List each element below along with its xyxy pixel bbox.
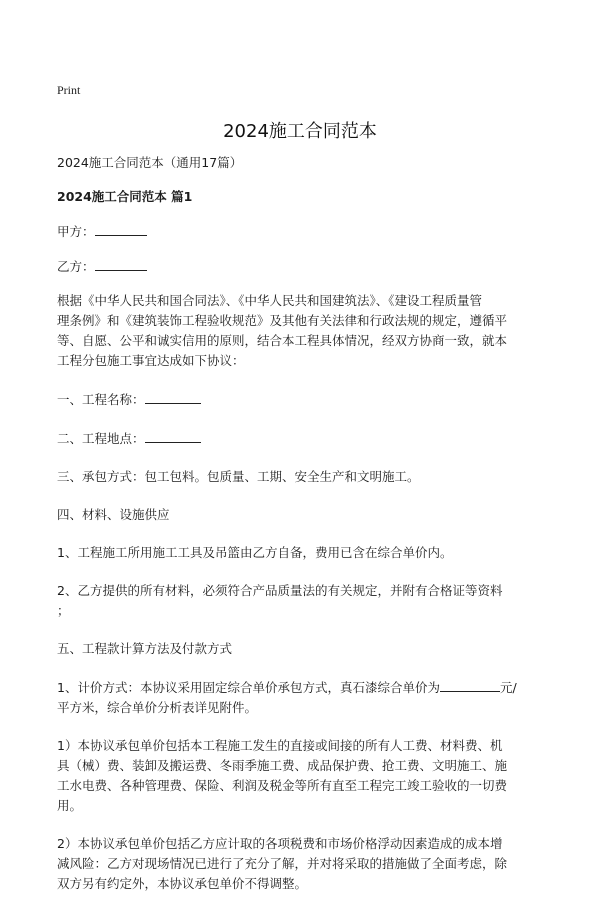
party-a-label: 甲方： — [57, 224, 95, 239]
pricing-line — [57, 677, 557, 698]
clause-line: 2）本协议承包单价包括乙方应计取的各项税费和市场价格浮动因素造成的成本增 — [57, 836, 503, 851]
party-a-blank — [95, 221, 147, 236]
materials-heading: 四、材料、设施供应 — [57, 507, 170, 522]
section-heading: 2024施工合同范本 篇1 — [57, 189, 193, 204]
document-subtitle: 2024施工合同范本（通用17篇） — [57, 155, 243, 170]
materials-clause-2 — [57, 581, 557, 621]
clause-line: 双方另有约定外，本协议承包单价不得调整。 — [57, 876, 308, 891]
pricing-subclause-2 — [57, 834, 557, 894]
pricing-line: 平方米，综合单价分析表详见附件。 — [57, 700, 258, 715]
clause-line: 1）本协议承包单价包括本工程施工发生的直接或间接的所有人工费、材料费、机 — [57, 738, 503, 753]
document-body — [57, 153, 557, 894]
materials-clause-1: 1、工程施工所用施工工具及吊篮由乙方自备，费用已含在综合单价内。 — [57, 545, 453, 560]
party-a-line — [57, 221, 557, 242]
project-name-line — [57, 389, 557, 410]
intro-paragraph — [57, 291, 557, 371]
contract-method: 三、承包方式：包工包料。包质量、工期、安全生产和文明施工。 — [57, 469, 420, 484]
project-location-blank — [145, 428, 201, 443]
print-label: Print — [57, 83, 81, 97]
clause-line: 用。 — [57, 798, 83, 813]
project-name-blank — [145, 389, 201, 404]
clause-line: 减风险：乙方对现场情况已进行了充分了解，并对将采取的措施做了全面考虑，除 — [57, 856, 508, 871]
clause-line: ； — [57, 603, 70, 618]
party-b-label: 乙方： — [57, 259, 95, 274]
clause-line: 2、乙方提供的所有材料，必须符合产品质量法的有关规定，并附有合格证等资料 — [57, 583, 503, 598]
pricing-clause — [57, 677, 557, 718]
intro-line: 根据《中华人民共和国合同法》、《中华人民共和国建筑法》、《建设工程质量管 — [57, 293, 483, 308]
project-location-line — [57, 428, 557, 449]
document-title: 2024施工合同范本 — [223, 121, 377, 142]
party-b-line — [57, 256, 557, 277]
intro-line: 等、自愿、公平和诚实信用的原则，结合本工程具体情况，经双方协商一致，就本 — [57, 333, 508, 348]
clause-line: 工水电费、各种管理费、保险、利润及税金等所有直至工程完工竣工验收的一切费 — [57, 778, 508, 793]
intro-line: 理条例》和《建筑装饰工程验收规范》及其他有关法律和行政法规的规定，遵循平 — [57, 313, 508, 328]
intro-line: 工程分包施工事宜达成如下协议： — [57, 353, 245, 368]
unit-price-blank — [440, 677, 500, 692]
pricing-subclause-1 — [57, 736, 557, 816]
pricing-unit: 元/ — [499, 680, 517, 695]
pricing-text: 1、计价方式：本协议采用固定综合单价承包方式，真石漆综合单价为 — [57, 680, 440, 695]
project-location-label: 二、工程地点： — [57, 431, 145, 446]
clause-line: 具（械）费、装卸及搬运费、冬雨季施工费、成品保护费、抢工费、文明施工、施 — [57, 758, 508, 773]
project-name-label: 一、工程名称： — [57, 392, 145, 407]
payment-heading: 五、工程款计算方法及付款方式 — [57, 641, 233, 656]
party-b-blank — [95, 256, 147, 271]
